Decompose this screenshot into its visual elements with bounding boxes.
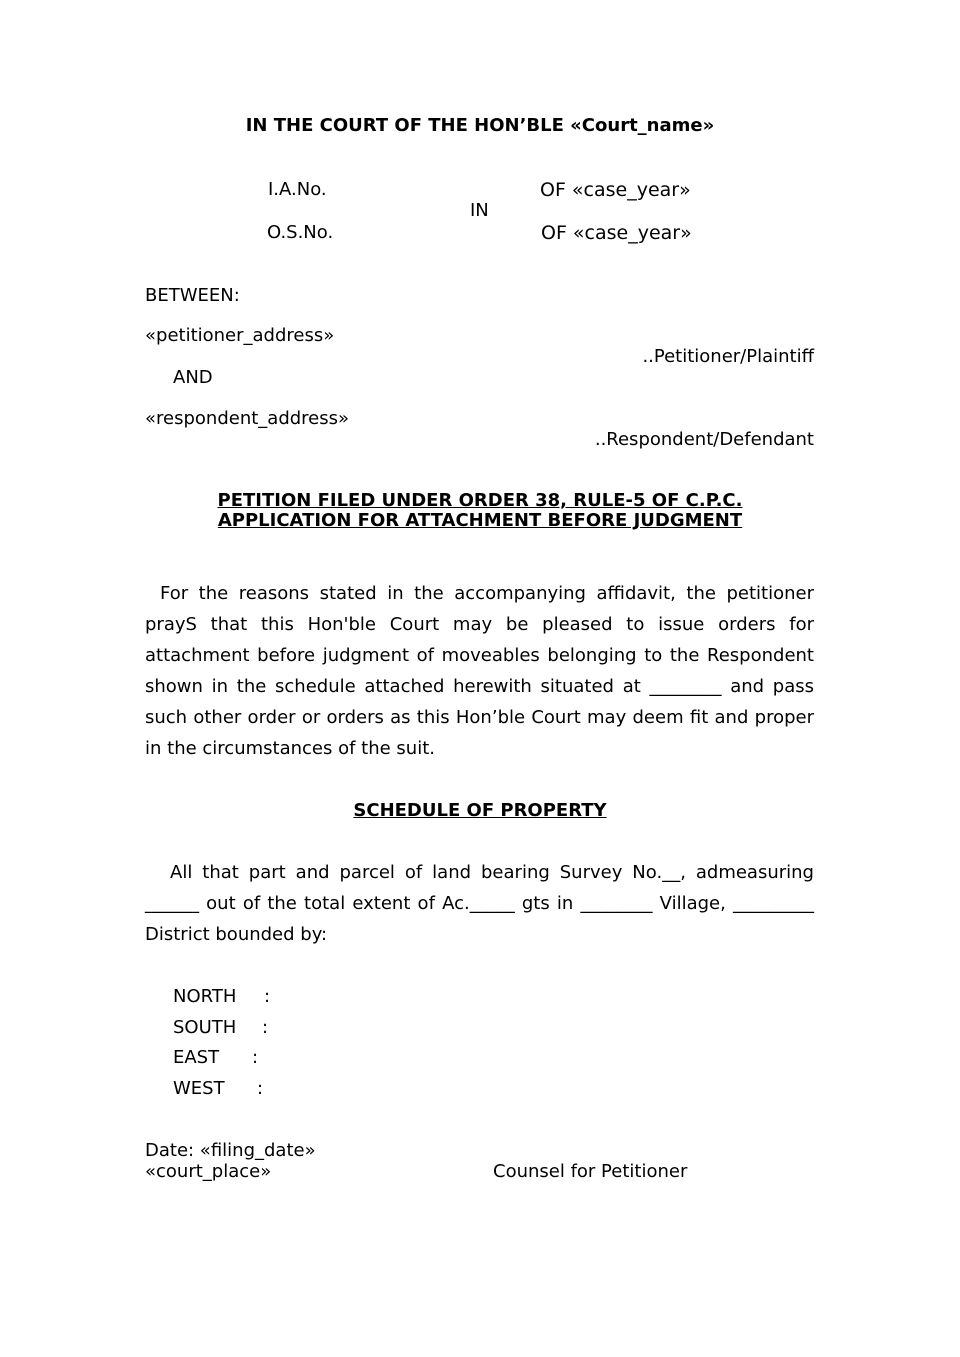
boundary-east-label: EAST (173, 1047, 220, 1068)
schedule-description (145, 857, 814, 950)
court-place: «court_place» (145, 1161, 272, 1182)
ia-case-year: OF «case_year» (540, 179, 691, 201)
petitioner-address: «petitioner_address» (145, 325, 335, 346)
counsel-signature: Counsel for Petitioner (493, 1161, 688, 1182)
os-case-year: OF «case_year» (541, 222, 692, 244)
petition-title-line1: PETITION FILED UNDER ORDER 38, RULE-5 OF C.P.C. (217, 490, 743, 511)
ia-number-label: I.A.No. (268, 179, 327, 200)
boundary-north-label: NORTH (173, 986, 237, 1007)
respondent-role: ..Respondent/Defendant (594, 429, 814, 450)
schedule-title: SCHEDULE OF PROPERTY (353, 800, 607, 821)
and-label: AND (173, 367, 213, 388)
boundary-west-sep: : (257, 1078, 264, 1099)
court-heading: IN THE COURT OF THE HON’BLE «Court_name» (245, 115, 715, 136)
petitioner-role: ..Petitioner/Plaintiff (642, 346, 814, 367)
petition-body (145, 578, 814, 764)
petition-body-text: For the reasons stated in the accompanying affidavit, the petitioner prayS that this Hon'ble Court may be pleased to issue orders for attachment before judgment of moveables belonging to the Respondent shown in the schedule attached herewith situated at ________ and pass such other order or orders as this Hon’ble Court may deem fit and proper in the circumstances of the suit. (145, 583, 814, 759)
schedule-description-text: All that part and parcel of land bearing Survey No.__, admeasuring ______ out of the total extent of Ac._____ gts in ________ Village, _________ District bounded by: (145, 862, 814, 945)
respondent-address: «respondent_address» (145, 408, 350, 429)
boundary-east-sep: : (252, 1047, 259, 1068)
filing-date: Date: «filing_date» (145, 1140, 316, 1161)
petition-title-line2: APPLICATION FOR ATTACHMENT BEFORE JUDGMENT (217, 510, 743, 531)
boundary-south-label: SOUTH (173, 1017, 237, 1038)
in-label: IN (470, 200, 489, 221)
os-number-label: O.S.No. (267, 222, 334, 243)
boundary-west-label: WEST (173, 1078, 225, 1099)
boundary-north-sep: : (264, 986, 271, 1007)
between-label: BETWEEN: (145, 285, 240, 306)
boundary-south-sep: : (262, 1017, 269, 1038)
